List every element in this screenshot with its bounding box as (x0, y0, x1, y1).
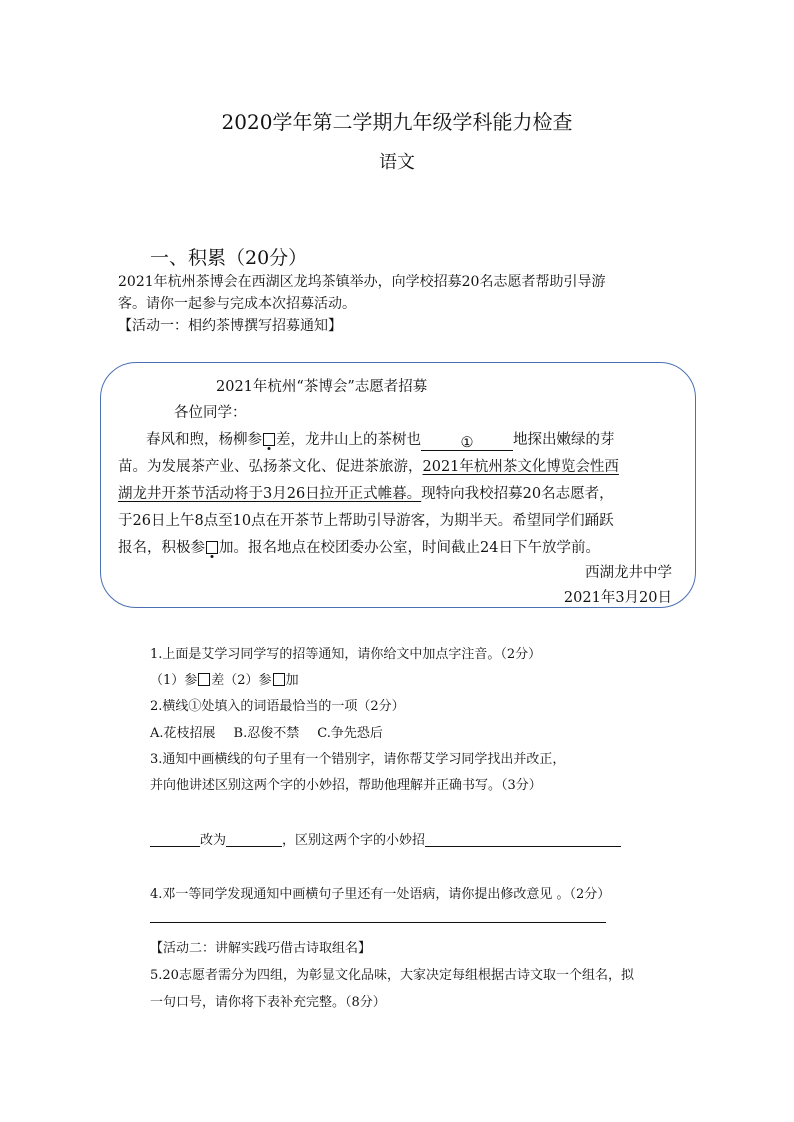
exam-title: 2020学年第二学期九年级学科能力检查 (221, 110, 573, 134)
activity-two-heading: 【活动二：讲解实践巧借古诗取组名】 (150, 941, 372, 956)
notice-greeting: 各位同学： (174, 405, 247, 421)
notice-line-5 (118, 536, 600, 557)
exam-subject: 语文 (379, 152, 415, 173)
notice-line-2 (118, 455, 619, 476)
underlined-sentence-part-1: 2021年杭州茶文化博览会性西 (422, 459, 619, 475)
dotted-char-box (206, 541, 218, 554)
intro-line-1: 2021年杭州茶博会在西湖区龙坞茶镇举办，向学校招募20名志愿者帮助引导游 (118, 274, 606, 290)
q3-tip-label: ，区别这两个字的小妙招 (282, 833, 426, 848)
notice-line-1-mid: 差，龙井山上的茶树也 (276, 432, 421, 448)
notice-line-3 (118, 482, 614, 503)
question-1: 1.上面是艾学习同学写的招等通知，请你给文中加点字注音。（2分） (150, 647, 542, 662)
notice-line-1-end: 地探出嫩绿的芽 (513, 432, 615, 448)
q1-part-2-label: 差（2）参 (211, 673, 272, 688)
fill-blank-1[interactable] (421, 436, 513, 451)
option-b[interactable]: B.忍俊不禁 (233, 726, 300, 741)
intro-line-2: 客。请你一起参与完成本次招募活动。 (118, 296, 356, 312)
activity-one-heading: 【活动一：相约茶博撰写招募通知】 (118, 318, 342, 334)
question-2: 2.横线①处填入的词语最恰当的一项（2分） (150, 699, 405, 714)
correct-char-blank[interactable] (226, 832, 282, 847)
notice-signature: 西湖龙井中学 (585, 565, 672, 581)
option-c[interactable]: C.争先恐后 (317, 726, 383, 741)
q3-change-to: 改为 (200, 833, 227, 848)
question-3-line-2: 并向他讲述区别这两个字的小妙招，帮助他理解并正确书写。（3分） (150, 778, 542, 793)
question-2-options (150, 722, 383, 741)
q1-part-2-end: 加 (285, 673, 299, 688)
notice-date: 2021年3月20日 (563, 590, 672, 606)
section-heading: 一、积累（20分） (150, 247, 308, 269)
dotted-char-box (263, 433, 275, 446)
underlined-sentence-part-2: 湖龙井开茶节活动将于3月26日拉开正式帷暮。 (118, 486, 422, 502)
question-3-fill (150, 829, 621, 848)
answer-box-2[interactable] (273, 673, 285, 686)
notice-line-5-start: 报名，积极参 (118, 540, 205, 556)
wrong-char-blank[interactable] (150, 832, 200, 847)
blank-number: ① (460, 435, 474, 451)
question-5-line-2: 一句口号，请你将下表补充完整。（8分） (150, 995, 386, 1010)
question-4: 4.邓一等同学发现通知中画横句子里还有一处语病，请你提出修改意见 。（2分） (150, 887, 611, 902)
notice-title: 2021年杭州“茶博会”志愿者招募 (216, 379, 428, 395)
notice-line-2-start: 苗。为发展茶产业、弘扬茶文化、促进茶旅游， (118, 459, 423, 475)
q1-part-1-label: （1）参 (150, 673, 198, 688)
tip-blank[interactable] (425, 832, 621, 847)
notice-line-1-start: 春风和煦，杨柳参 (146, 432, 262, 448)
notice-line-3-end: 现特向我校招募20名志愿者， (421, 486, 614, 502)
notice-line-4: 于26日上午8点至10点在开茶节上帮助引导游客，为期半天。希望同学们踊跃 (118, 513, 614, 529)
answer-box-1[interactable] (198, 673, 210, 686)
question-5-line-1: 5.20志愿者需分为四组，为彰显文化品味，大家决定每组根据古诗文取一个组名，拟 (150, 968, 634, 983)
option-a[interactable]: A.花枝招展 (150, 726, 216, 741)
notice-line-5-end: 加。报名地点在校团委办公室，时间截止24日下午放学前。 (219, 540, 600, 556)
q4-answer-line[interactable] (150, 922, 606, 923)
question-3-line-1: 3.通知中画横线的句子里有一个错别字，请你帮艾学习同学找出并改正， (150, 752, 566, 767)
notice-line-1 (146, 428, 615, 451)
question-1-parts (150, 669, 299, 688)
